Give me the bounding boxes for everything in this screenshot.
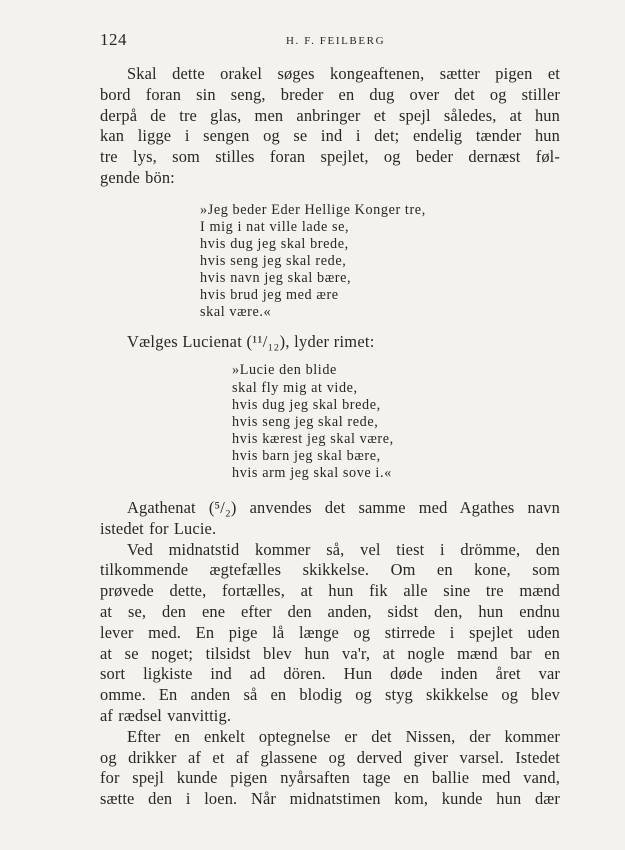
text-line: kan ligge i sengen og se ind i det; endelig tænder hun <box>100 126 560 146</box>
verse-line: »Jeg beder Eder Hellige Konger tre, <box>200 201 426 218</box>
paragraph-2 <box>100 498 560 540</box>
text-line: lever med. En pige lå længe og stirrede i spejlet uden <box>100 622 560 642</box>
page-body <box>100 64 560 810</box>
verse-line: hvis arm jeg skal sove i.« <box>232 465 392 481</box>
text-line: for spejl kunde pigen nyårsaften tage en ballie med vand, <box>100 768 560 788</box>
verse-line: hvis navn jeg skal bære, <box>200 270 352 287</box>
text-line: prøvede dette, fortælles, at hun fik alle sine tre mænd <box>100 581 560 601</box>
verse-line: hvis kærest jeg skal være, <box>232 430 394 447</box>
text-line: af rædsel vanvittig. <box>100 706 232 726</box>
verse-line: hvis dug jeg skal brede, <box>200 235 349 252</box>
text-line: sort ligkiste ind ad dören. Hun døde inden året var <box>100 664 560 684</box>
verse-line: I mig i nat ville lade se, <box>200 218 350 235</box>
verse-line: skal fly mig at vide, <box>232 379 358 396</box>
verse-line: hvis barn jeg skal bære, <box>232 447 381 464</box>
text-line: omme. En anden så en blodig og styg skikkelse og blev <box>100 685 560 705</box>
paragraph-4 <box>100 727 560 810</box>
verse-lucie <box>232 362 560 482</box>
text-line: sætte den i loen. Når midnatstimen kom, kunde hun dær <box>100 789 560 809</box>
text-line: og drikker af et af glassene og derved giver varsel. Istedet <box>100 747 560 767</box>
text-line: at se noget; tilsidst blev hun va'r, at nogle mænd bar en <box>100 643 560 663</box>
text-line: Ved midnatstid kommer så, vel tiest i drömme, den <box>127 539 560 559</box>
text-line: istedet for Lucie. <box>100 518 217 538</box>
text-line: bord foran sin seng, breder en dug over det og stiller <box>100 84 560 104</box>
verse-line: »Lucie den blide <box>232 362 337 379</box>
paragraph-1 <box>100 64 560 189</box>
running-head: H. F. FEILBERG <box>286 35 386 47</box>
verse-line: hvis seng jeg skal rede, <box>200 253 347 270</box>
page-number: 124 <box>100 30 127 49</box>
text-line: gende bön: <box>100 167 175 187</box>
verse-line: skal være.« <box>200 304 272 321</box>
verse-line: hvis brud jeg med ære <box>200 287 339 304</box>
verse-kings <box>200 202 560 322</box>
page-header <box>100 30 560 54</box>
text-line: derpå de tre glas, men anbringer et spejl således, at hun <box>100 105 560 125</box>
lucia-intro: Vælges Lucienat (¹¹/₁₂), lyder rimet: <box>127 332 375 352</box>
text-line: Efter en enkelt optegnelse er det Nissen, der kommer <box>127 726 560 746</box>
verse-line: hvis seng jeg skal rede, <box>232 413 379 430</box>
text-line: tre lys, som stilles foran spejlet, og beder dernæst føl- <box>100 147 560 167</box>
text-line: at se, den ene efter den anden, sidst den, hun endnu <box>100 602 560 622</box>
paragraph-3 <box>100 540 560 727</box>
text-line: Skal dette orakel søges kongeaftenen, sætter pigen et <box>127 64 560 83</box>
text-line: Agathenat (⁵/₂) anvendes det samme med Agathes navn <box>127 498 560 518</box>
text-line: tilkommende ægtefælles skikkelse. Om en kone, som <box>100 560 560 580</box>
verse-line: hvis dug jeg skal brede, <box>232 396 381 413</box>
